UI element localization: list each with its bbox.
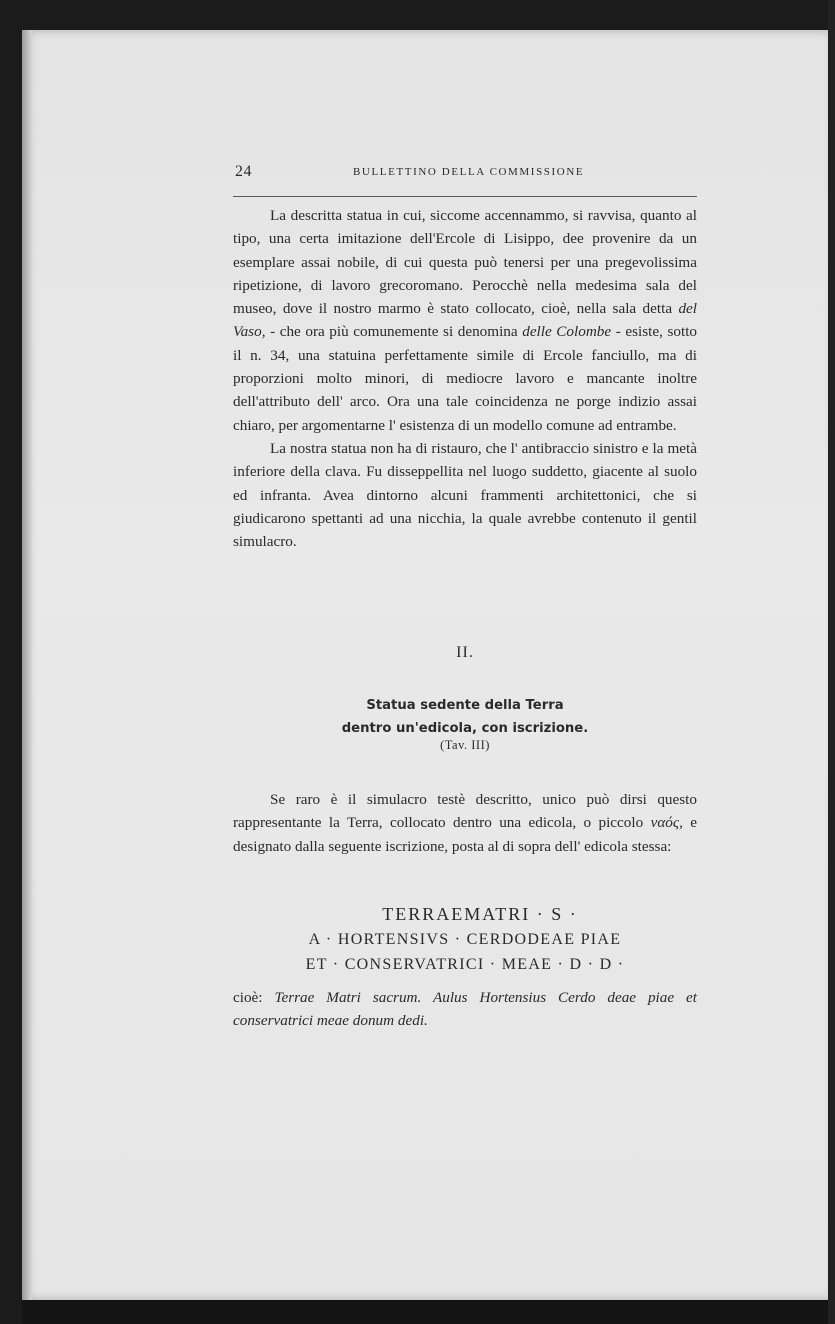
paragraph-3 [233,788,697,858]
paragraph-3-text-b: , e designato dalla seguente iscrizione, posta al di sopra dell' edicola stessa: [233,814,697,855]
page-header [233,160,697,186]
paragraph-1-text-b: - che ora più comunemente si denomina [265,323,523,341]
paragraph-2: La nostra statua non ha di ristauro, che l' antibraccio sinistro e la metà inferiore della clava. Fu disseppellita nel luogo suddetto, giacente al suolo ed infranta. Avea dintorno alcuni frammenti architettonici, che si giudicarono spettanti ad una nicchia, la quale avrebbe contenuto il gentil simulacro. [233,439,697,551]
section-title-line-2: dentro un'edicola, con iscrizione. [341,721,589,736]
page-binding-edge [22,30,32,1300]
italic-delle-colombe: delle Colombe [522,323,612,341]
body-text-middle [233,788,697,858]
paragraph-1-text-c: - esiste, sotto il n. 34, una statuina perfettamente simile di Ercole fanciullo, ma di proporzioni molto minori, di mediocre lavoro e mancante inoltre dell'attributo dell' arco. Ora una tale coincidenza ne porge indizio assai chiaro, per argomentarne l' esistenza di un modello comune ad entrambe. [233,323,698,434]
italic-del-vaso: del Vaso, [233,300,697,341]
inscription-line-2: A · HORTENSIVS · CERDODEAE PIAE [308,931,622,948]
plate-reference: (Tav. III) [440,738,490,752]
paragraph-1-text-a: La descritta statua in cui, siccome accennammo, si ravvisa, quanto al tipo, una certa imitazione dell'Ercole di Lisippo, dee provenire da un esemplare assai nobile, di cui questa può tenersi per una pregevolissima ripetizione, di lavoro grecoromano. Perocchè nella medesima sala del museo, dove il nostro marmo è stato collocato, cioè, nella sala detta [233,207,697,318]
inscription-line-1: TERRAEMATRI · S · [382,904,578,924]
paragraph-1 [233,204,697,437]
translation-lead: cioè: [233,989,275,1006]
inscription-line-3: ET · CONSERVATRICI · MEAE · D · D · [305,956,625,973]
section-title-line-1: Statua sedente della Terra [366,698,564,713]
inscription-translation [233,986,697,1032]
running-head: BULLETTINO DELLA COMMISSIONE [353,166,585,178]
header-rule [233,196,697,197]
page-bottom-edge [22,1300,828,1324]
paragraph-3-text-a: Se raro è il simulacro testè descritto, unico può dirsi questo rappresentante la Terra, collocato dentro una edicola, o piccolo [233,791,697,832]
page-number: 24 [235,163,252,180]
section-numeral: II. [456,644,474,661]
translation-text: Terrae Matri sacrum. Aulus Hortensius Cerdo deae piae et conservatrici meae donum dedi. [233,989,697,1029]
body-text-top [233,204,697,553]
scan-right-border [828,0,835,1324]
latin-inscription [233,902,697,977]
section-title [233,694,697,740]
greek-word-naos: ναός [650,814,680,832]
